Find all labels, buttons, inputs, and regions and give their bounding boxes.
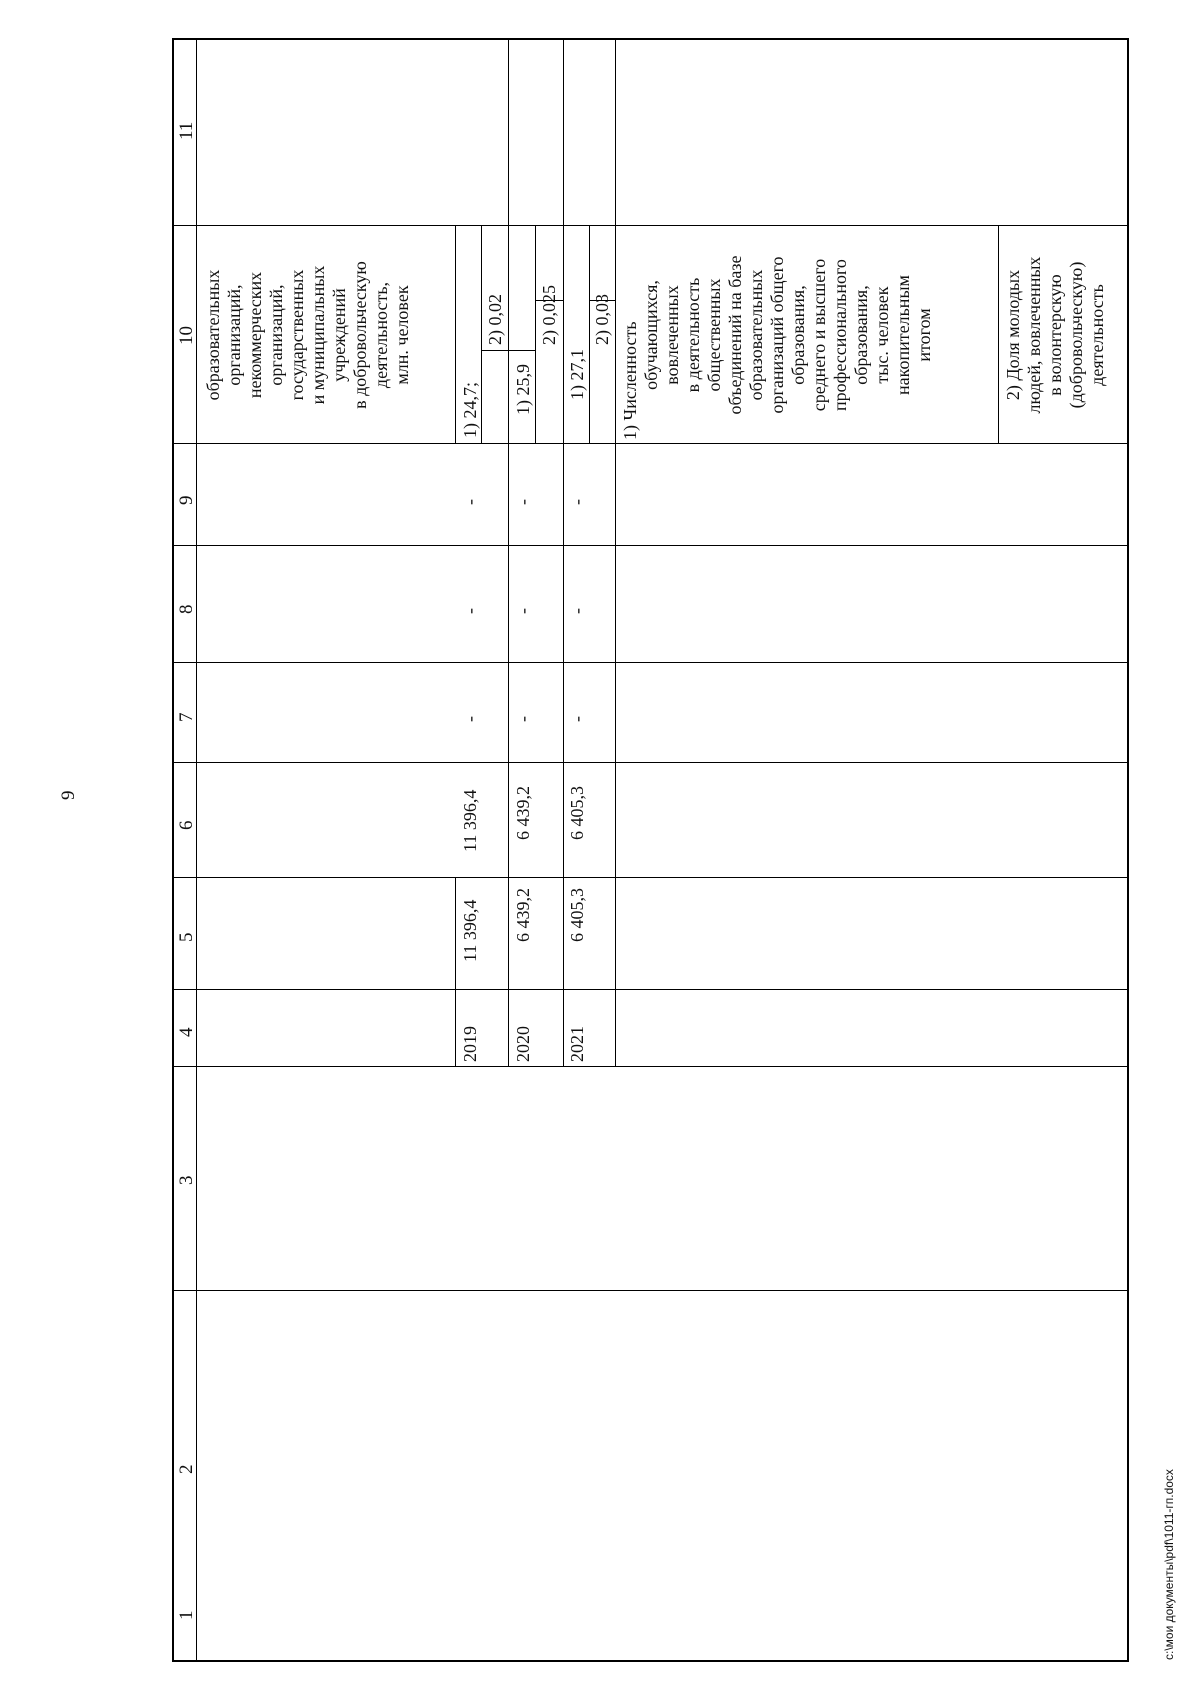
col8-cell: - [567, 608, 587, 614]
col8-cell: - [513, 608, 533, 614]
col6-cell: 6 405,3 [567, 786, 587, 840]
value-2-cell: 2) 0,03 [592, 294, 612, 345]
col-header-5: 5 [176, 932, 197, 942]
col-header-9: 9 [176, 495, 197, 505]
col-header-4: 4 [176, 1027, 197, 1037]
col5-cell: 6 439,2 [513, 888, 533, 942]
col9-cell: - [567, 499, 587, 505]
value-2-cell: 2) 0,02 [485, 294, 505, 345]
col-header-2: 2 [176, 1464, 197, 1474]
footer-file-path: c:\мои документы\pdf\1011-гп.docx [1162, 1469, 1176, 1660]
col-header-11: 11 [176, 121, 197, 140]
col7-cell: - [460, 716, 480, 722]
value-1-cell: 1) 25,9 [513, 364, 533, 415]
col-header-8: 8 [176, 604, 197, 614]
indicator-next-1: 1) Численность обучающихся, вовлеченных в деятельность общественных объединений на базе образовательных организаций общего образования, среднего и высшего профессионального образования, тыс. человек накопительным итогом [620, 255, 934, 440]
value-1-cell: 1) 27,1 [567, 349, 587, 400]
col-header-10: 10 [176, 326, 197, 345]
col-header-6: 6 [176, 820, 197, 830]
col8-cell: - [460, 608, 480, 614]
indicator-continued: образовательных организаций, некоммерческих организаций, государственных и муниципальных учреждений в добровольческую деятельность, млн. человек [203, 261, 412, 409]
col6-cell: 6 439,2 [513, 786, 533, 840]
year-cell: 2020 [513, 1026, 533, 1062]
year-cell: 2021 [567, 1026, 587, 1062]
col-header-3: 3 [176, 1175, 197, 1185]
col5-cell: 11 396,4 [460, 899, 480, 962]
col7-cell: - [567, 716, 587, 722]
page-number: 9 [58, 790, 79, 800]
col9-cell: - [513, 499, 533, 505]
col9-cell: - [460, 499, 480, 505]
indicator-next-2: 2) Доля молодых людей, вовлеченных в волонтерскую (добровольческую) деятельность [1003, 256, 1107, 414]
col-header-1: 1 [176, 1610, 197, 1620]
col6-cell: 11 396,4 [460, 789, 480, 852]
col5-cell: 6 405,3 [567, 888, 587, 942]
col-header-7: 7 [176, 712, 197, 722]
year-cell: 2019 [460, 1026, 480, 1062]
value-2-cell: 2) 0,025 [539, 285, 559, 345]
value-1-cell: 1) 24,7; [460, 382, 480, 438]
col7-cell: - [513, 716, 533, 722]
